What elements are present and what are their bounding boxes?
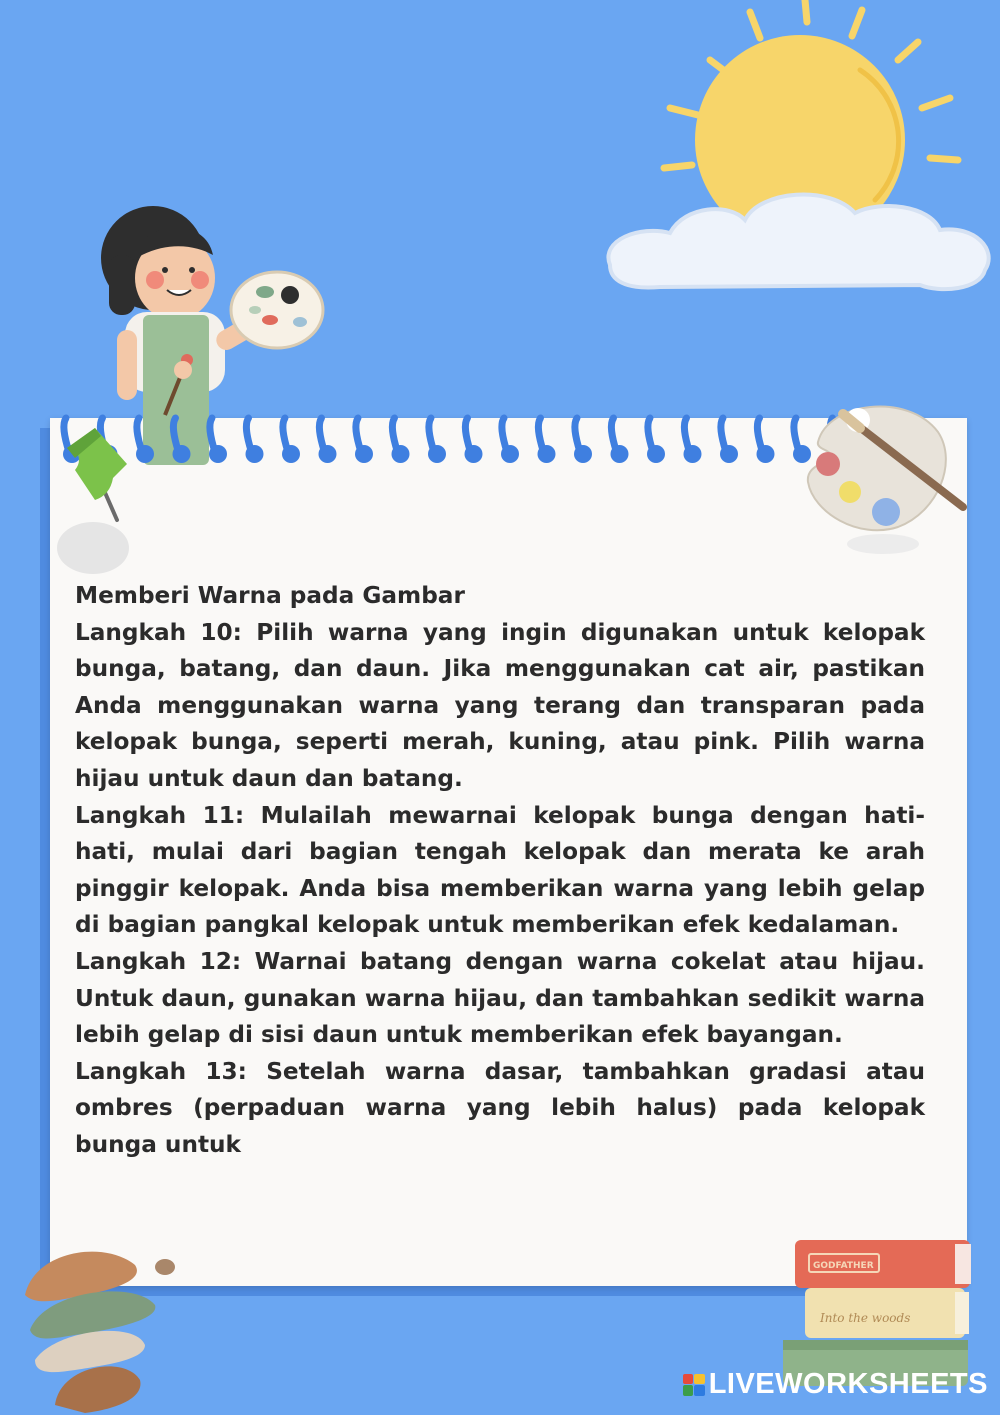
liveworksheets-logo-icon [683, 1374, 705, 1396]
document-body [75, 578, 925, 1164]
watermark-text: LIVEWORKSHEETS [708, 1368, 988, 1400]
pushpin-icon [55, 420, 155, 580]
liveworksheets-watermark[interactable] [683, 1368, 988, 1401]
step-11: Langkah 11: Mulailah mewarnai kelopak bunga dengan hati-hati, mulai dari bagian tengah kelopak dan merata ke arah pinggir kelopak. Anda bisa memberikan warna yang lebih gelap di bagian pangkal kelopak untuk memberikan efek kedalaman. [75, 801, 925, 939]
paint-palette-icon [798, 392, 973, 557]
book-middle-title: Into the woods [820, 1311, 911, 1325]
document-heading: Memberi Warna pada Gambar [75, 582, 465, 609]
step-13: Langkah 13: Setelah warna dasar, tambahkan gradasi atau ombres (perpaduan warna yang lebih halus) pada kelopak bunga untuk [75, 1057, 925, 1158]
paint-strokes-decoration [15, 1235, 190, 1415]
step-12: Langkah 12: Warnai batang dengan warna cokelat atau hijau. Untuk daun, gunakan warna hijau, dan tambahkan sedikit warna lebih gelap di sisi daun untuk memberikan efek bayangan. [75, 947, 925, 1049]
book-top-title: GODFATHER [813, 1261, 874, 1271]
step-10: Langkah 10: Pilih warna yang ingin digunakan untuk kelopak bunga, batang, dan daun. Jika menggunakan cat air, pastikan Anda menggunakan warna yang terang dan transparan pada kelopak bunga, seperti merah, kuning, atau pink. Pilih warna hijau untuk daun dan batang. [75, 618, 925, 792]
cloud-icon [600, 185, 1000, 305]
